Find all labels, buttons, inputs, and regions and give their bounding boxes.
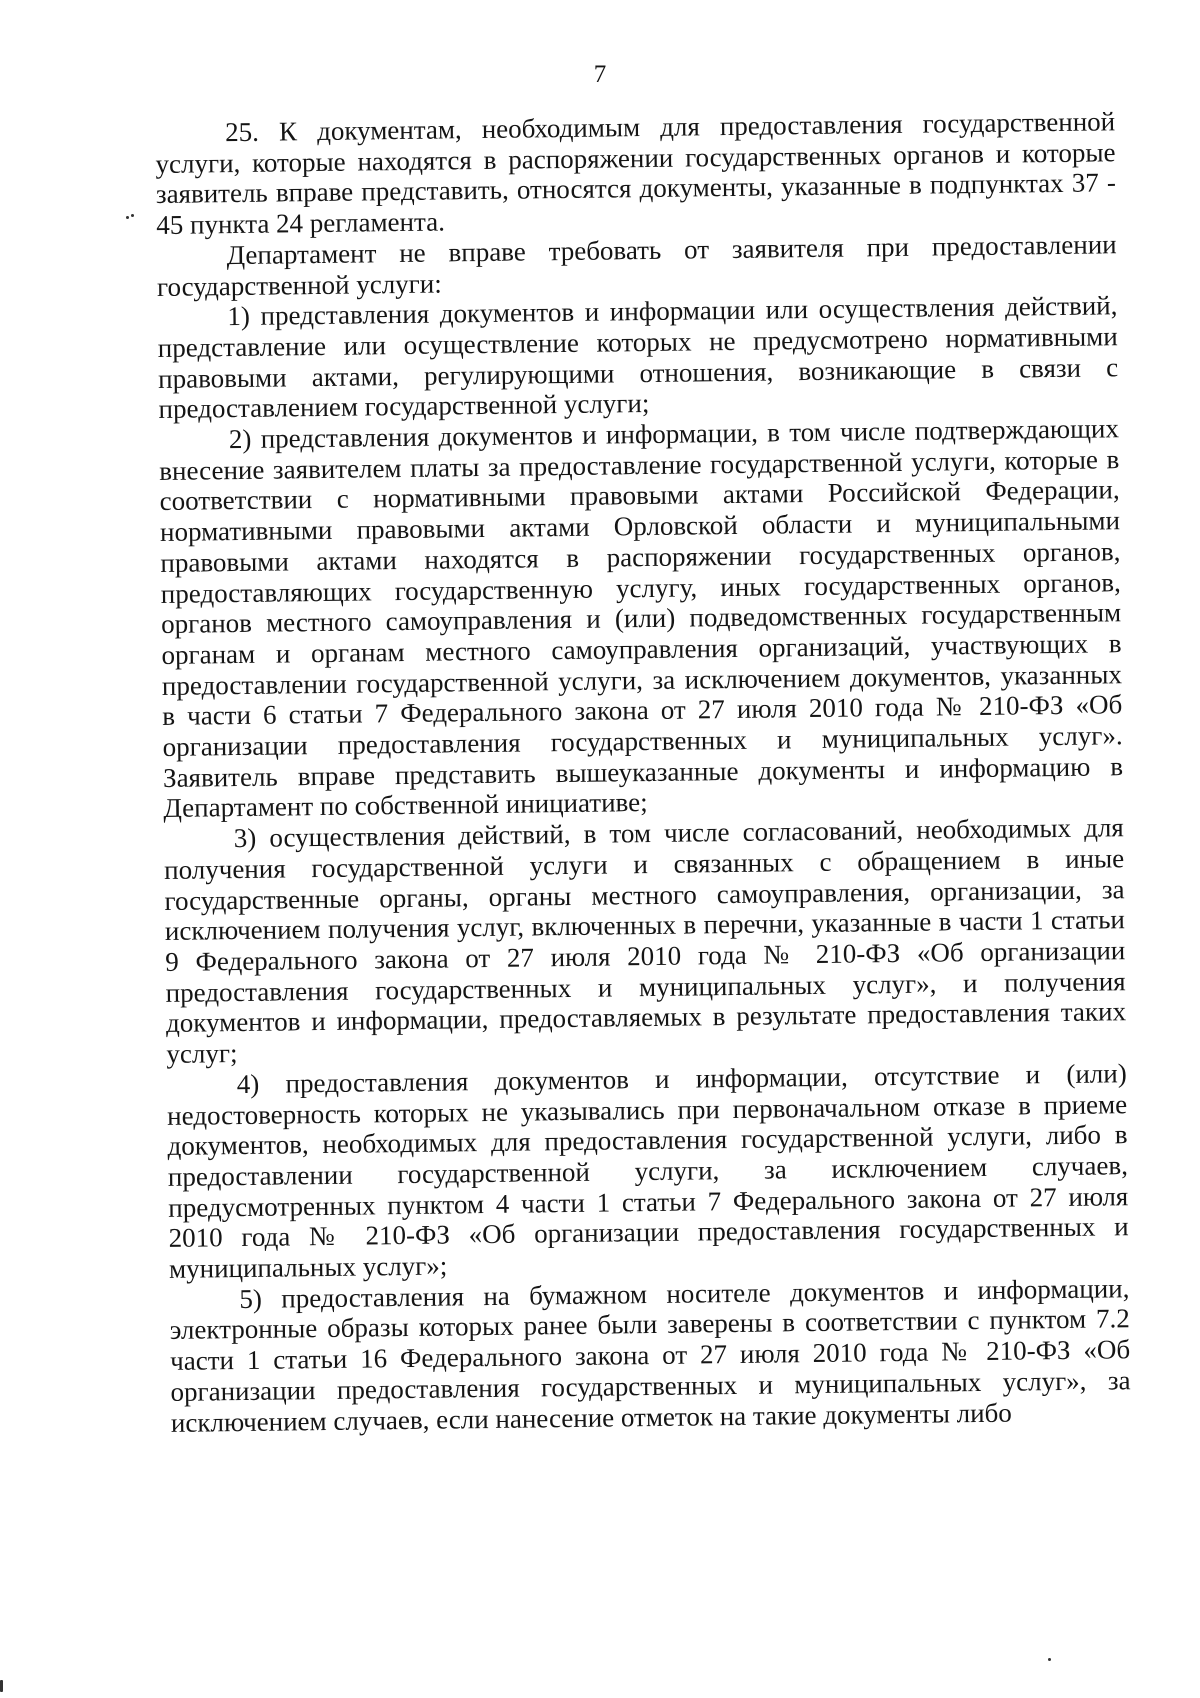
paragraph-department-restriction: Департамент не вправе требовать от заявителя при предоставлении государственной услуги:: [156, 229, 1117, 302]
document-body: [155, 106, 1131, 1438]
scan-speck: [131, 214, 134, 217]
list-item-3: 3) осуществления действий, в том числе согласований, необходимых для получения государственной услуги и связанных с обращением в иные государственные органы, органы местного самоуправления, организации, за исключением получения услуг, включенных в перечни, указанные в части 1 статьи 9 Федерального закона от 27 июля 2010 года № 210-ФЗ «Об организации предоставления государственных и муниципальных услуг», и получения документов и информации, предоставляемых в результате предоставления таких услуг;: [164, 812, 1127, 1070]
scan-speck: [1048, 1658, 1051, 1661]
page-number: 7: [593, 61, 607, 88]
scan-speck: [0, 1680, 3, 1692]
list-item-4: 4) предоставления документов и информации, отсутствие и (или) недостоверность которых не указывались при первоначальном отказе в приеме документов, необходимых для предоставления государственной услуги, либо в предоставлении государственной услуги, за исключением случаев, предусмотренных пунктом 4 части 1 статьи 7 Федерального закона от 27 июля 2010 года № 210-ФЗ «Об организации предоставления государственных и муниципальных услуг»;: [167, 1057, 1129, 1284]
list-item-1: 1) представления документов и информации или осуществления действий, представление или осуществление которых не предусмотрено нормативными правовыми актами, регулирующими отношения, возникающие в связи с предоставлением государственной услуги;: [157, 290, 1119, 425]
list-item-5: 5) предоставления на бумажном носителе документов и информации, электронные образы которых ранее были заверены в соответствии с пунктом 7.2 части 1 статьи 16 Федерального закона от 27 июля 2010 года № 210-ФЗ «Об организации предоставления государственных и муниципальных услуг», за исключением случаев, если нанесение отметок на такие документы либо: [169, 1272, 1131, 1438]
scan-speck: [126, 216, 129, 219]
paragraph-25: 25. К документам, необходимым для предоставления государственной услуги, которые находятся в распоряжении государственных органов и которые заявитель вправе представить, относятся документы, указанные в подпунктах 37 - 45 пункта 24 регламента.: [155, 106, 1117, 241]
list-item-2: 2) представления документов и информации, в том числе подтверждающих внесение заявителем платы за предоставление государственной услуги, которые в соответствии с нормативными правовыми актами Российской Федерации, нормативными правовыми актами Орловской области и муниципальными правовыми актами находятся в распоряжении государственных органов, предоставляющих государственную услугу, иных государственных органов, органов местного самоуправления и (или) подведомственных государственным органам и органам местного самоуправления организаций, участвующих в предоставлении государственной услуги, за исключением документов, указанных в части 6 статьи 7 Федерального закона от 27 июля 2010 года № 210-ФЗ «Об организации предоставления государственных и муниципальных услуг». Заявитель вправе представить вышеуказанные документы и информацию в Департамент по собственной инициативе;: [159, 413, 1124, 824]
